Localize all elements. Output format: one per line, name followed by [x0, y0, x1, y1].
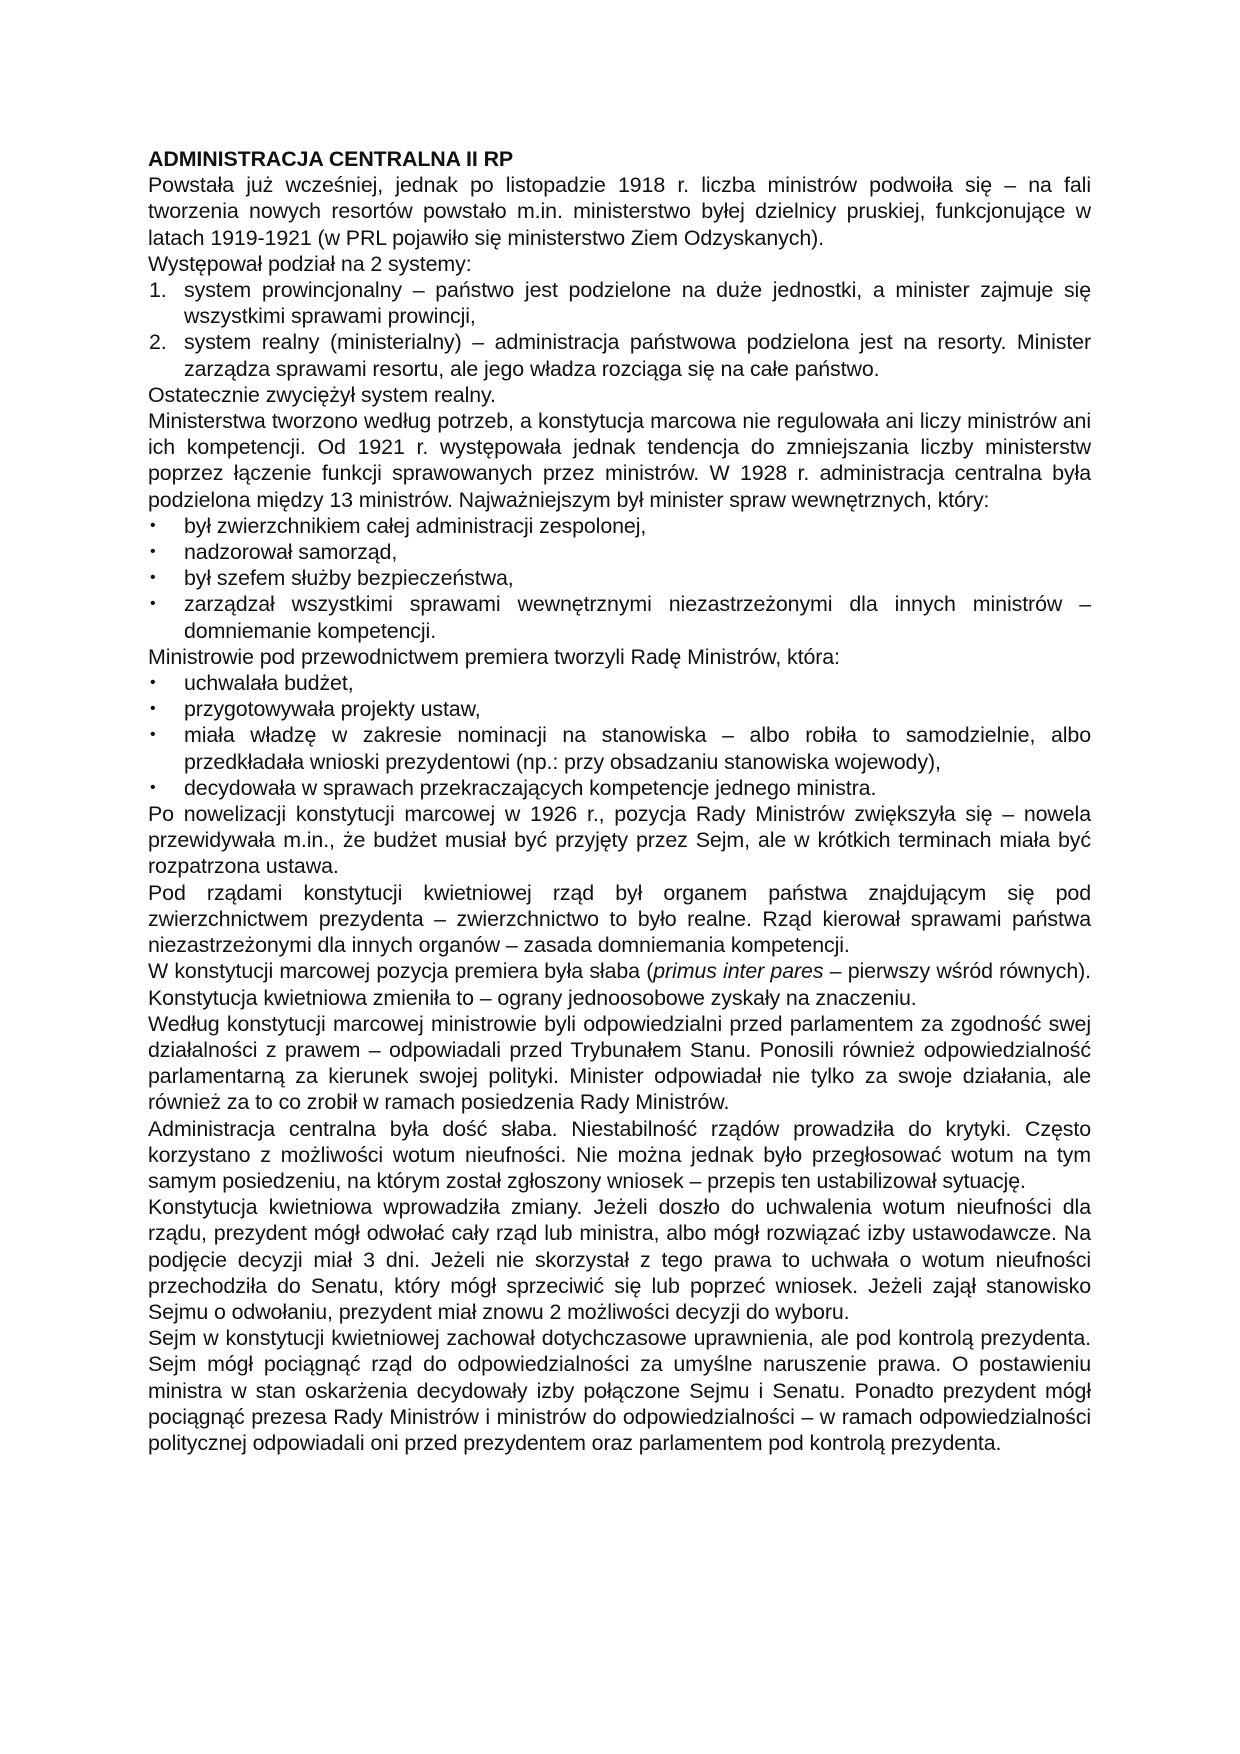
list-number: 2. [149, 330, 167, 355]
document-title: ADMINISTRACJA CENTRALNA II RP [148, 147, 514, 171]
interior-minister-duties-list [148, 513, 1091, 644]
list-item-text: miała władzę w zakresie nominacji na stanowiska – albo robiła to samodzielnie, albo przedkładała wnioski prezydentowi (np.: przy obsadzaniu stanowiska wojewody), [184, 723, 1091, 774]
paragraph-council-intro: Ministrowie pod przewodnictwem premiera tworzyli Radę Ministrów, która: [148, 644, 840, 669]
paragraph-changes: Konstytucja kwietniowa wprowadziła zmiany. Jeżeli doszło do uchwalenia wotum nieufności dla rządu, prezydent mógł odwołać cały rząd lub ministra, albo mógł rozwiązać izby ustawodawcze. Na podjęcie decyzji miał 3 dni. Jeżeli nie skorzystał z tego prawa to uchwała o wotum nieufności przechodziła do Senatu, który mógł sprzeciwić się lub poprzeć wniosek. Jeżeli zajął stanowisko Sejmu o odwołaniu, prezydent miał znowu 2 możliwości decyzji do wyboru. [148, 1195, 1091, 1324]
list-item [148, 670, 1091, 696]
list-item [148, 696, 1091, 722]
list-item-text: uchwalała budżet, [184, 671, 354, 696]
text-span: – pierwszy wśród równych). Konstytucja kwietniowa zmieniła to – ograny jednoosobowe zyskały na znaczeniu. [148, 959, 1091, 1010]
list-item [148, 591, 1091, 643]
bullet-icon: • [150, 700, 156, 718]
list-item-text: przygotowywała projekty ustaw, [184, 697, 481, 722]
list-item-text: decydowała w sprawach przekraczających kompetencje jednego ministra. [184, 775, 877, 800]
bullet-icon: • [150, 569, 156, 587]
bullet-icon: • [150, 516, 156, 534]
list-item [148, 775, 1091, 801]
list-item [148, 539, 1091, 565]
list-item-text: system realny (ministerialny) – administracja państwowa podzielona jest na resorty. Minister zarządza sprawami resortu, ale jego władza rozciąga się na całe państwo. [184, 330, 1091, 381]
systems-list [148, 277, 1091, 382]
paragraph-1926-amendment: Po nowelizacji konstytucji marcowej w 1926 r., pozycja Rady Ministrów zwiększyła się – nowela przewidywała m.in., że budżet musiał być przyjęty przez Sejm, ale w krótkich terminach miała być rozpatrzona ustawa. [148, 802, 1091, 879]
bullet-icon: • [150, 726, 156, 744]
document-page [148, 146, 1091, 1456]
paragraph-sejm-powers: Sejm w konstytucji kwietniowej zachował dotychczasowe uprawnienia, ale pod kontrolą prezydenta. Sejm mógł pociągnąć rząd do odpowiedzialności za umyślne naruszenie prawa. O postawieniu ministra w stan oskarżenia decydowały izby połączone Sejmu i Senatu. Ponadto prezydent mógł pociągnąć prezesa Rady Ministrów i ministrów do odpowiedzialności – w ramach odpowiedzialności politycznej odpowiadali oni przed prezydentem oraz parlamentem pod kontrolą prezydenta. [148, 1326, 1091, 1455]
list-item-text: był szefem służby bezpieczeństwa, [184, 566, 514, 591]
paragraph-ministries: Ministerstwa tworzono według potrzeb, a konstytucja marcowa nie regulowała ani liczy ministrów ani ich kompetencji. Od 1921 r. występowała jednak tendencja do zmniejszania liczby ministerstw poprzez łączenie funkcji sprawowanych przez ministrów. W 1928 r. administracja centralna była podzielona między 13 ministrów. Najważniejszym był minister spraw wewnętrznych, który: [148, 409, 1091, 512]
list-item [148, 722, 1091, 774]
bullet-icon: • [150, 778, 156, 796]
list-item [148, 329, 1091, 381]
list-item [148, 277, 1091, 329]
list-item-text: system prowincjonalny – państwo jest podzielone na duże jednostki, a minister zajmuje się wszystkimi sprawami prowincji, [184, 278, 1091, 329]
bullet-icon: • [150, 595, 156, 613]
council-duties-list [148, 670, 1091, 801]
list-item-text: nadzorował samorząd, [184, 540, 398, 565]
paragraph-april-constitution: Pod rządami konstytucji kwietniowej rząd był organem państwa znajdującym się pod zwierzchnictwem prezydenta – zwierzchnictwo to było realne. Rząd kierował sprawami państwa niezastrzeżonymi dla innych organów – zasada domniemania kompetencji. [148, 880, 1091, 958]
latin-phrase: primus inter pares [653, 959, 824, 984]
text-span: W konstytucji marcowej pozycja premiera była słaba ( [148, 959, 654, 984]
paragraph-conclusion: Ostatecznie zwyciężył system realny. [148, 382, 496, 407]
list-item [148, 565, 1091, 591]
list-item [148, 513, 1091, 539]
paragraph-premier-position [148, 958, 1091, 1010]
paragraph-intro: Powstała już wcześniej, jednak po listopadzie 1918 r. liczba ministrów podwoiła się – na fali tworzenia nowych resortów powstało m.in. ministerstwo byłej dzielnicy pruskiej, funkcjonujące w latach 1919-1921 (w PRL pojawiło się ministerstwo Ziem Odzyskanych). [148, 173, 1091, 250]
bullet-icon: • [150, 543, 156, 561]
list-number: 1. [149, 278, 167, 303]
bullet-icon: • [150, 674, 156, 692]
paragraph-weak-administration: Administracja centralna była dość słaba. Niestabilność rządów prowadziła do krytyki. Często korzystano z możliwości wotum nieufności. Nie można jednak było przegłosować wotum na tym samym posiedzeniu, na którym został zgłoszony wniosek – przepis ten ustabilizował sytuację. [148, 1116, 1091, 1193]
list-item-text: zarządzał wszystkimi sprawami wewnętrznymi niezastrzeżonymi dla innych ministrów – domniemanie kompetencji. [184, 592, 1091, 643]
list-item-text: był zwierzchnikiem całej administracji zespolonej, [184, 513, 647, 538]
paragraph-responsibility: Według konstytucji marcowej ministrowie byli odpowiedzialni przed parlamentem za zgodność swej działalności z prawem – odpowiadali przed Trybunałem Stanu. Ponosili również odpowiedzialność parlamentarną za kierunek swojej polityki. Minister odpowiadał nie tylko za swoje działania, ale również za to co zrobił w ramach posiedzenia Rady Ministrów. [148, 1011, 1091, 1115]
paragraph-systems-intro: Występował podział na 2 systemy: [148, 251, 472, 276]
